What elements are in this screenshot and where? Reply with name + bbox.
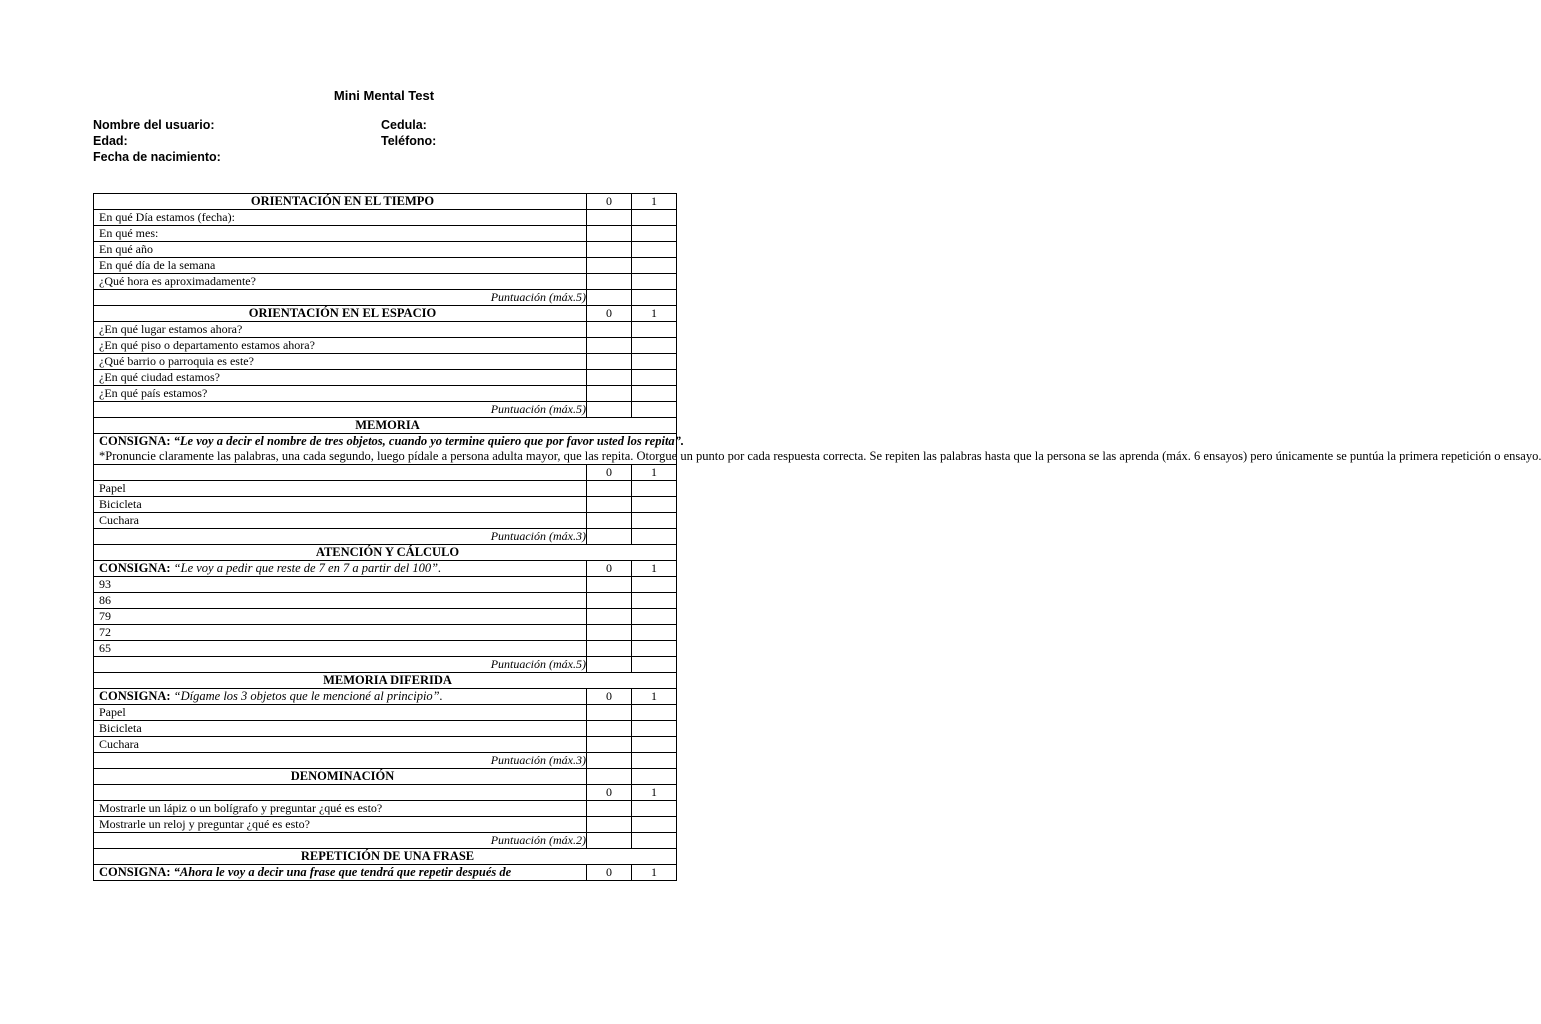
table-row [94,513,677,529]
score-row [94,402,677,418]
section-header-row [94,769,677,785]
score-0-cell[interactable] [587,322,632,338]
score-0-cell[interactable] [587,354,632,370]
table-row [94,801,677,817]
memory-note: *Pronuncie claramente las palabras, una cada segundo, luego pídale a persona adulta mayor, que las repita. Otorgue un punto por cada respuesta correcta. Se repiten las palabras hasta que la persona se las aprenda (máx. 6 ensayos) pero únicamente se puntúa la primera repetición o ensayo. [99,449,1541,463]
blank-cell [94,465,587,481]
section-header-row [94,545,677,561]
section-title-attention: ATENCIÓN Y CÁLCULO [94,545,677,561]
consigna-text: “Le voy a decir el nombre de tres objetos, cuando yo termine quiero que por favor usted los repita”. [173,434,685,448]
table-row [94,641,677,657]
score-total-cell[interactable] [632,402,677,418]
score-1-cell[interactable] [632,625,677,641]
score-0-cell[interactable] [587,274,632,290]
table-row [94,354,677,370]
column-0-header: 0 [587,194,632,210]
blank-cell [94,785,587,801]
score-0-cell[interactable] [587,817,632,833]
score-label: Puntuación (máx.5) [94,290,587,306]
column-0-header: 0 [587,465,632,481]
score-1-cell[interactable] [632,817,677,833]
column-header-row [94,785,677,801]
page-title: Mini Mental Test [333,88,435,103]
section-title-delayed-memory: MEMORIA DIFERIDA [94,673,677,689]
score-0-cell[interactable] [587,386,632,402]
score-0-cell[interactable] [587,481,632,497]
delayed-memory-instruction [94,689,587,705]
score-0-cell[interactable] [587,226,632,242]
mmse-table [93,193,1541,881]
score-1-cell[interactable] [632,258,677,274]
user-name-label: Nombre del usuario: [93,118,215,132]
memory-instructions [94,434,1541,465]
table-row [94,274,677,290]
score-1-cell[interactable] [632,705,677,721]
score-0-cell[interactable] [587,242,632,258]
score-1-cell[interactable] [632,354,677,370]
section-title-time: ORIENTACIÓN EN EL TIEMPO [94,194,587,210]
score-0-cell[interactable] [587,338,632,354]
score-1-cell[interactable] [632,226,677,242]
attention-instruction [94,561,587,577]
header-right [381,117,436,149]
item-label: Cuchara [94,737,587,753]
table-row [94,721,677,737]
score-1-cell[interactable] [632,370,677,386]
score-0-cell[interactable] [587,705,632,721]
table-row [94,593,677,609]
score-0-cell[interactable] [587,625,632,641]
column-header-row [94,465,677,481]
column-0-header: 0 [587,561,632,577]
score-row [94,290,677,306]
score-0-cell[interactable] [587,801,632,817]
score-total-cell[interactable] [587,657,632,673]
score-0-cell[interactable] [587,737,632,753]
phone-label: Teléfono: [381,134,437,148]
table-row [94,481,677,497]
score-1-cell[interactable] [632,593,677,609]
consigna-text: “Le voy a pedir que reste de 7 en 7 a partir del 100”. [173,561,442,575]
score-total-cell[interactable] [632,657,677,673]
score-total-cell[interactable] [587,753,632,769]
column-0-header: 0 [587,865,632,881]
column-0-header: 0 [587,306,632,322]
column-1-header: 1 [632,561,677,577]
table-row [94,258,677,274]
item-label: Mostrarle un lápiz o un bolígrafo y preguntar ¿qué es esto? [94,801,587,817]
table-row [94,386,677,402]
id-number-label: Cedula: [381,118,427,132]
header-left [93,117,221,165]
score-label: Puntuación (máx.3) [94,753,587,769]
item-label: ¿En qué ciudad estamos? [94,370,587,386]
instruction-row [94,865,677,881]
column-1-header: 1 [632,465,677,481]
score-0-cell[interactable] [587,513,632,529]
score-total-cell[interactable] [587,402,632,418]
score-1-cell[interactable] [632,513,677,529]
item-label: ¿En qué país estamos? [94,386,587,402]
item-label: En qué mes: [94,226,587,242]
item-label: 72 [94,625,587,641]
table-row [94,625,677,641]
score-0-cell[interactable] [587,721,632,737]
score-1-cell[interactable] [632,242,677,258]
section-title-naming: DENOMINACIÓN [94,769,587,785]
score-label: Puntuación (máx.5) [94,402,587,418]
score-1-cell[interactable] [632,641,677,657]
consigna-label: CONSIGNA: [99,689,171,703]
section-header-row [94,849,677,865]
column-0-header: 0 [587,689,632,705]
instruction-row [94,434,677,465]
score-row [94,657,677,673]
instruction-row [94,561,677,577]
score-1-cell[interactable] [632,577,677,593]
score-0-cell[interactable] [587,258,632,274]
score-0-cell[interactable] [587,593,632,609]
birth-date-label: Fecha de nacimiento: [93,150,221,164]
score-0-cell[interactable] [587,641,632,657]
item-label: En qué Día estamos (fecha): [94,210,587,226]
table-row [94,817,677,833]
item-label: Cuchara [94,513,587,529]
section-header-row [94,194,677,210]
section-header-row [94,306,677,322]
score-label: Puntuación (máx.5) [94,657,587,673]
score-total-cell[interactable] [587,529,632,545]
item-label: Mostrarle un reloj y preguntar ¿qué es esto? [94,817,587,833]
score-1-cell[interactable] [632,721,677,737]
table-row [94,338,677,354]
score-0-cell[interactable] [587,370,632,386]
score-total-cell[interactable] [632,529,677,545]
item-label: ¿En qué piso o departamento estamos ahora? [94,338,587,354]
consigna-label: CONSIGNA: [99,434,171,448]
consigna-text: “Dígame los 3 objetos que le mencioné al principio”. [173,689,443,703]
score-1-cell[interactable] [632,210,677,226]
item-label: En qué día de la semana [94,258,587,274]
table-row [94,242,677,258]
score-total-cell[interactable] [632,753,677,769]
item-label: Bicicleta [94,497,587,513]
column-1-header: 1 [632,306,677,322]
column-1-header: 1 [632,865,677,881]
score-1-cell[interactable] [632,274,677,290]
score-0-cell[interactable] [587,609,632,625]
table-row [94,497,677,513]
section-header-row [94,673,677,689]
table-row [94,370,677,386]
table-row [94,210,677,226]
score-row [94,753,677,769]
score-0-cell[interactable] [587,497,632,513]
section-header-row [94,418,677,434]
section-title-space: ORIENTACIÓN EN EL ESPACIO [94,306,587,322]
score-1-cell[interactable] [632,609,677,625]
item-label: ¿En qué lugar estamos ahora? [94,322,587,338]
item-label: 79 [94,609,587,625]
item-label: 65 [94,641,587,657]
table-row [94,226,677,242]
item-label: 93 [94,577,587,593]
consigna-text: “Ahora le voy a decir una frase que tendrá que repetir después de [173,865,512,879]
score-1-cell[interactable] [632,338,677,354]
section-title-repetition: REPETICIÓN DE UNA FRASE [94,849,677,865]
blank-cell [587,769,632,785]
section-title-memory: MEMORIA [94,418,677,434]
table-row [94,705,677,721]
score-0-cell[interactable] [587,210,632,226]
table-row [94,322,677,338]
column-1-header: 1 [632,194,677,210]
score-total-cell[interactable] [587,290,632,306]
consigna-label: CONSIGNA: [99,561,171,575]
column-1-header: 1 [632,785,677,801]
table-row [94,609,677,625]
score-label: Puntuación (máx.3) [94,529,587,545]
score-total-cell[interactable] [632,290,677,306]
score-1-cell[interactable] [632,481,677,497]
repetition-instruction [94,865,587,881]
table-row [94,737,677,753]
score-row [94,529,677,545]
column-1-header: 1 [632,689,677,705]
item-label: ¿Qué hora es aproximadamente? [94,274,587,290]
blank-cell [632,769,677,785]
consigna-label: CONSIGNA: [99,865,171,879]
score-row [94,833,677,849]
item-label: Papel [94,481,587,497]
score-total-cell[interactable] [632,833,677,849]
item-label: 86 [94,593,587,609]
item-label: Papel [94,705,587,721]
score-1-cell[interactable] [632,801,677,817]
item-label: Bicicleta [94,721,587,737]
score-0-cell[interactable] [587,577,632,593]
table-row [94,577,677,593]
score-1-cell[interactable] [632,386,677,402]
score-1-cell[interactable] [632,737,677,753]
item-label: En qué año [94,242,587,258]
instruction-row [94,689,677,705]
score-label: Puntuación (máx.2) [94,833,587,849]
score-total-cell[interactable] [587,833,632,849]
score-1-cell[interactable] [632,497,677,513]
column-0-header: 0 [587,785,632,801]
item-label: ¿Qué barrio o parroquia es este? [94,354,587,370]
age-label: Edad: [93,134,128,148]
score-1-cell[interactable] [632,322,677,338]
